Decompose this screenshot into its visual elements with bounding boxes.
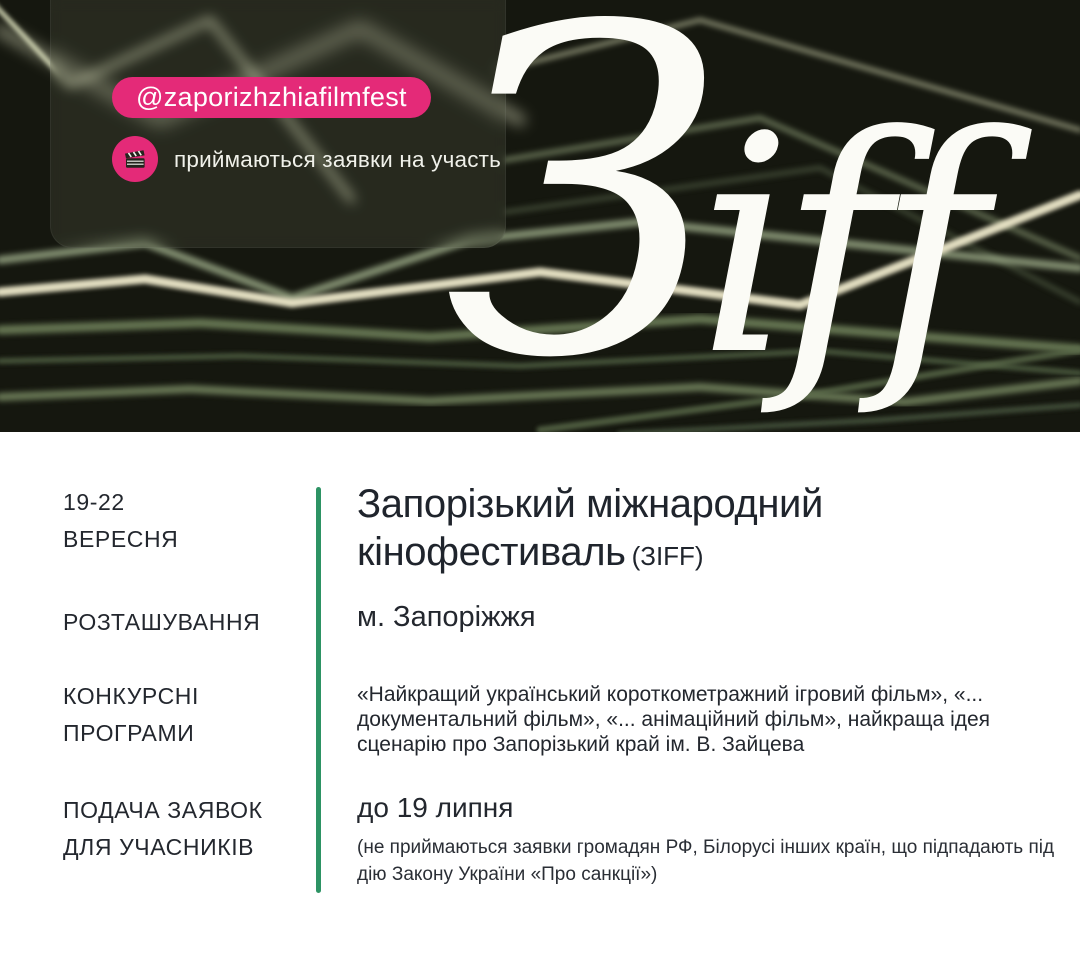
location-label	[63, 604, 313, 641]
details-section	[0, 432, 1080, 972]
programs-value: «Найкращий український короткометражний ігровий фільм», «... документальний фільм», «... анімаційний фільм», найкраща ідея сценарію про Запорізький край ім. В. Зайцева	[357, 683, 991, 756]
deadline-note: (не приймаються заявки громадян РФ, Білорусі інших країн, що підпадають під дію Закону України «Про санкції»)	[357, 837, 1055, 885]
festival-title	[357, 480, 1007, 580]
ziff-logo-z: З	[445, 0, 726, 432]
clapperboard-icon-glyph	[122, 146, 148, 172]
programs-label-line2: ПРОГРАМИ	[63, 720, 195, 746]
schedule-label	[63, 484, 313, 558]
submission-value-block	[357, 792, 1057, 888]
hero-section	[0, 0, 1080, 432]
location-label-line1: РОЗТАШУВАННЯ	[63, 609, 261, 635]
submission-label-line2: ДЛЯ УЧАСНИКІВ	[63, 834, 255, 860]
festival-title-abbr: (ЗIFF)	[631, 541, 704, 571]
ziff-logo-iff: iff	[697, 72, 974, 421]
festival-title-text: Запорізький міжнародний кінофестиваль	[357, 482, 823, 574]
deadline-value: до 19 липня	[357, 792, 514, 823]
participation-note: приймаються заявки на участь	[174, 147, 502, 172]
submission-label-line1: ПОДАЧА ЗАЯВОК	[63, 797, 263, 823]
schedule-label-line2: ВЕРЕСНЯ	[63, 526, 179, 552]
social-handle-badge[interactable]: @zaporizhzhiafilmfest	[112, 77, 431, 118]
programs-label	[63, 678, 313, 752]
programs-label-line1: КОНКУРСНІ	[63, 683, 199, 709]
location-value: м. Запоріжжя	[357, 601, 536, 633]
ziff-logo	[445, 0, 974, 432]
accent-divider-line	[316, 487, 321, 893]
hero-info-card	[50, 0, 506, 248]
festival-title-block	[357, 480, 1007, 580]
clapperboard-icon	[112, 136, 158, 182]
schedule-label-line1: 19-22	[63, 489, 125, 515]
submission-label	[63, 792, 313, 866]
